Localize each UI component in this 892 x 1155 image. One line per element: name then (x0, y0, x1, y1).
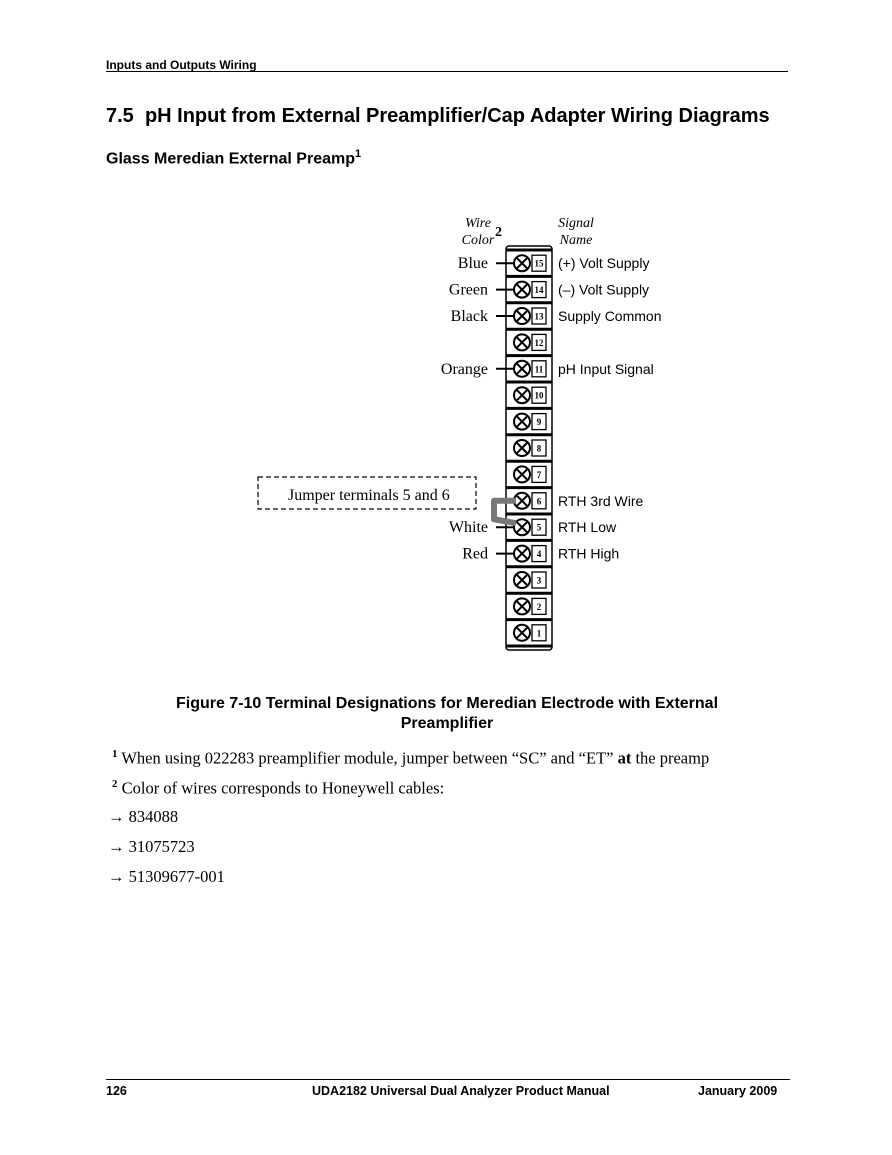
terminal-number: 3 (536, 575, 542, 586)
arrow-icon: → (108, 837, 125, 856)
terminal-11 (441, 356, 654, 378)
terminal-number: 9 (536, 417, 542, 428)
section-title (106, 105, 770, 128)
jumper-note: Jumper terminals 5 and 6 (288, 487, 450, 504)
figure-caption (106, 694, 788, 734)
jumper-wire (494, 501, 516, 523)
terminal-13 (451, 303, 662, 325)
running-header: Inputs and Outputs Wiring (106, 58, 257, 72)
footnote-2 (112, 778, 444, 799)
signal-name-label: Supply Common (558, 308, 662, 324)
cable-number: 51309677-001 (128, 867, 225, 886)
arrow-icon: → (108, 807, 125, 826)
signal-name-label: RTH High (558, 545, 620, 562)
signal-name-label: (–) Volt Supply (558, 281, 650, 298)
terminal-number: 7 (536, 469, 542, 480)
terminal-5 (449, 514, 617, 536)
terminal-7 (506, 461, 552, 482)
header-divider (106, 71, 788, 72)
terminal-10 (506, 382, 552, 403)
terminal-number: 11 (534, 364, 544, 375)
terminal-6 (506, 488, 644, 509)
terminal-number: 4 (536, 549, 542, 560)
wire-color-label: Orange (440, 360, 488, 378)
wire-color-label: Blue (457, 255, 488, 273)
cable-list-item (108, 807, 178, 827)
terminal-number: 2 (536, 601, 542, 612)
footnote-1-ref: 1 (112, 748, 118, 760)
cable-number: 31075723 (128, 837, 195, 856)
footnote-1-text-b: the preamp (631, 748, 710, 768)
terminal-strip (441, 246, 662, 650)
wire-color-heading-line1: Wire (465, 216, 491, 231)
diagram-headings (462, 216, 594, 248)
footnote-1-text-a: When using 022283 preamplifier module, jumper between “SC” and “ET” (121, 748, 618, 768)
footer-divider (106, 1079, 790, 1080)
publication-date: January 2009 (698, 1084, 778, 1098)
arrow-icon: → (108, 867, 125, 886)
terminal-1 (506, 620, 552, 641)
wire-color-footnote-ref: 2 (495, 225, 502, 240)
terminal-14 (449, 276, 649, 298)
terminal-3 (506, 567, 552, 588)
page-number: 126 (106, 1084, 127, 1098)
terminal-number: 13 (534, 311, 544, 322)
section-number: 7.5 (106, 105, 134, 127)
terminal-4 (462, 540, 619, 562)
signal-name-heading-line1: Signal (558, 216, 594, 231)
figure-caption-line2: Preamplifier (400, 715, 494, 732)
wire-color-label: White (448, 519, 488, 537)
terminal-number: 10 (534, 390, 544, 401)
wire-color-label: Red (462, 545, 488, 563)
subsection-title (106, 148, 361, 168)
terminal-number: 6 (536, 496, 542, 507)
signal-name-label: RTH 3rd Wire (558, 492, 644, 509)
cable-number: 834088 (128, 807, 179, 826)
terminal-number: 1 (536, 628, 542, 639)
wire-color-heading-line2: Color (461, 233, 495, 248)
footnote-2-text: Color of wires corresponds to Honeywell cables: (121, 778, 445, 798)
wire-color-label: Green (448, 281, 488, 299)
jumper-annotation (258, 477, 516, 523)
footnote-2-ref: 2 (112, 778, 118, 790)
terminal-number: 12 (534, 337, 544, 348)
terminal-number: 15 (534, 258, 544, 269)
signal-name-label: RTH Low (558, 519, 617, 536)
cable-list-item (108, 837, 195, 857)
terminal-number: 14 (534, 285, 544, 296)
wire-color-label: Black (450, 308, 488, 325)
terminal-number: 5 (536, 522, 542, 533)
terminal-wiring-diagram (240, 205, 700, 665)
footnote-1 (112, 748, 709, 769)
terminal-15 (458, 250, 650, 272)
terminal-2 (506, 593, 552, 614)
footnote-ref: 1 (355, 148, 362, 160)
footnote-1-bold: at (617, 748, 632, 768)
section-title-text: pH Input from External Preamplifier/Cap Adapter Wiring Diagrams (144, 105, 770, 127)
terminal-number: 8 (536, 443, 542, 454)
figure-caption-line1: Figure 7-10 Terminal Designations for Meredian Electrode with External (175, 695, 719, 712)
signal-name-label: pH Input Signal (558, 360, 654, 377)
manual-title: UDA2182 Universal Dual Analyzer Product Manual (312, 1084, 610, 1098)
signal-name-heading-line2: Name (559, 233, 593, 248)
terminal-12 (506, 329, 552, 350)
cable-list-item (108, 867, 225, 887)
subsection-title-text: Glass Meredian External Preamp (106, 150, 355, 168)
terminal-8 (506, 435, 552, 456)
terminal-9 (506, 408, 552, 429)
signal-name-label: (+) Volt Supply (558, 255, 650, 272)
